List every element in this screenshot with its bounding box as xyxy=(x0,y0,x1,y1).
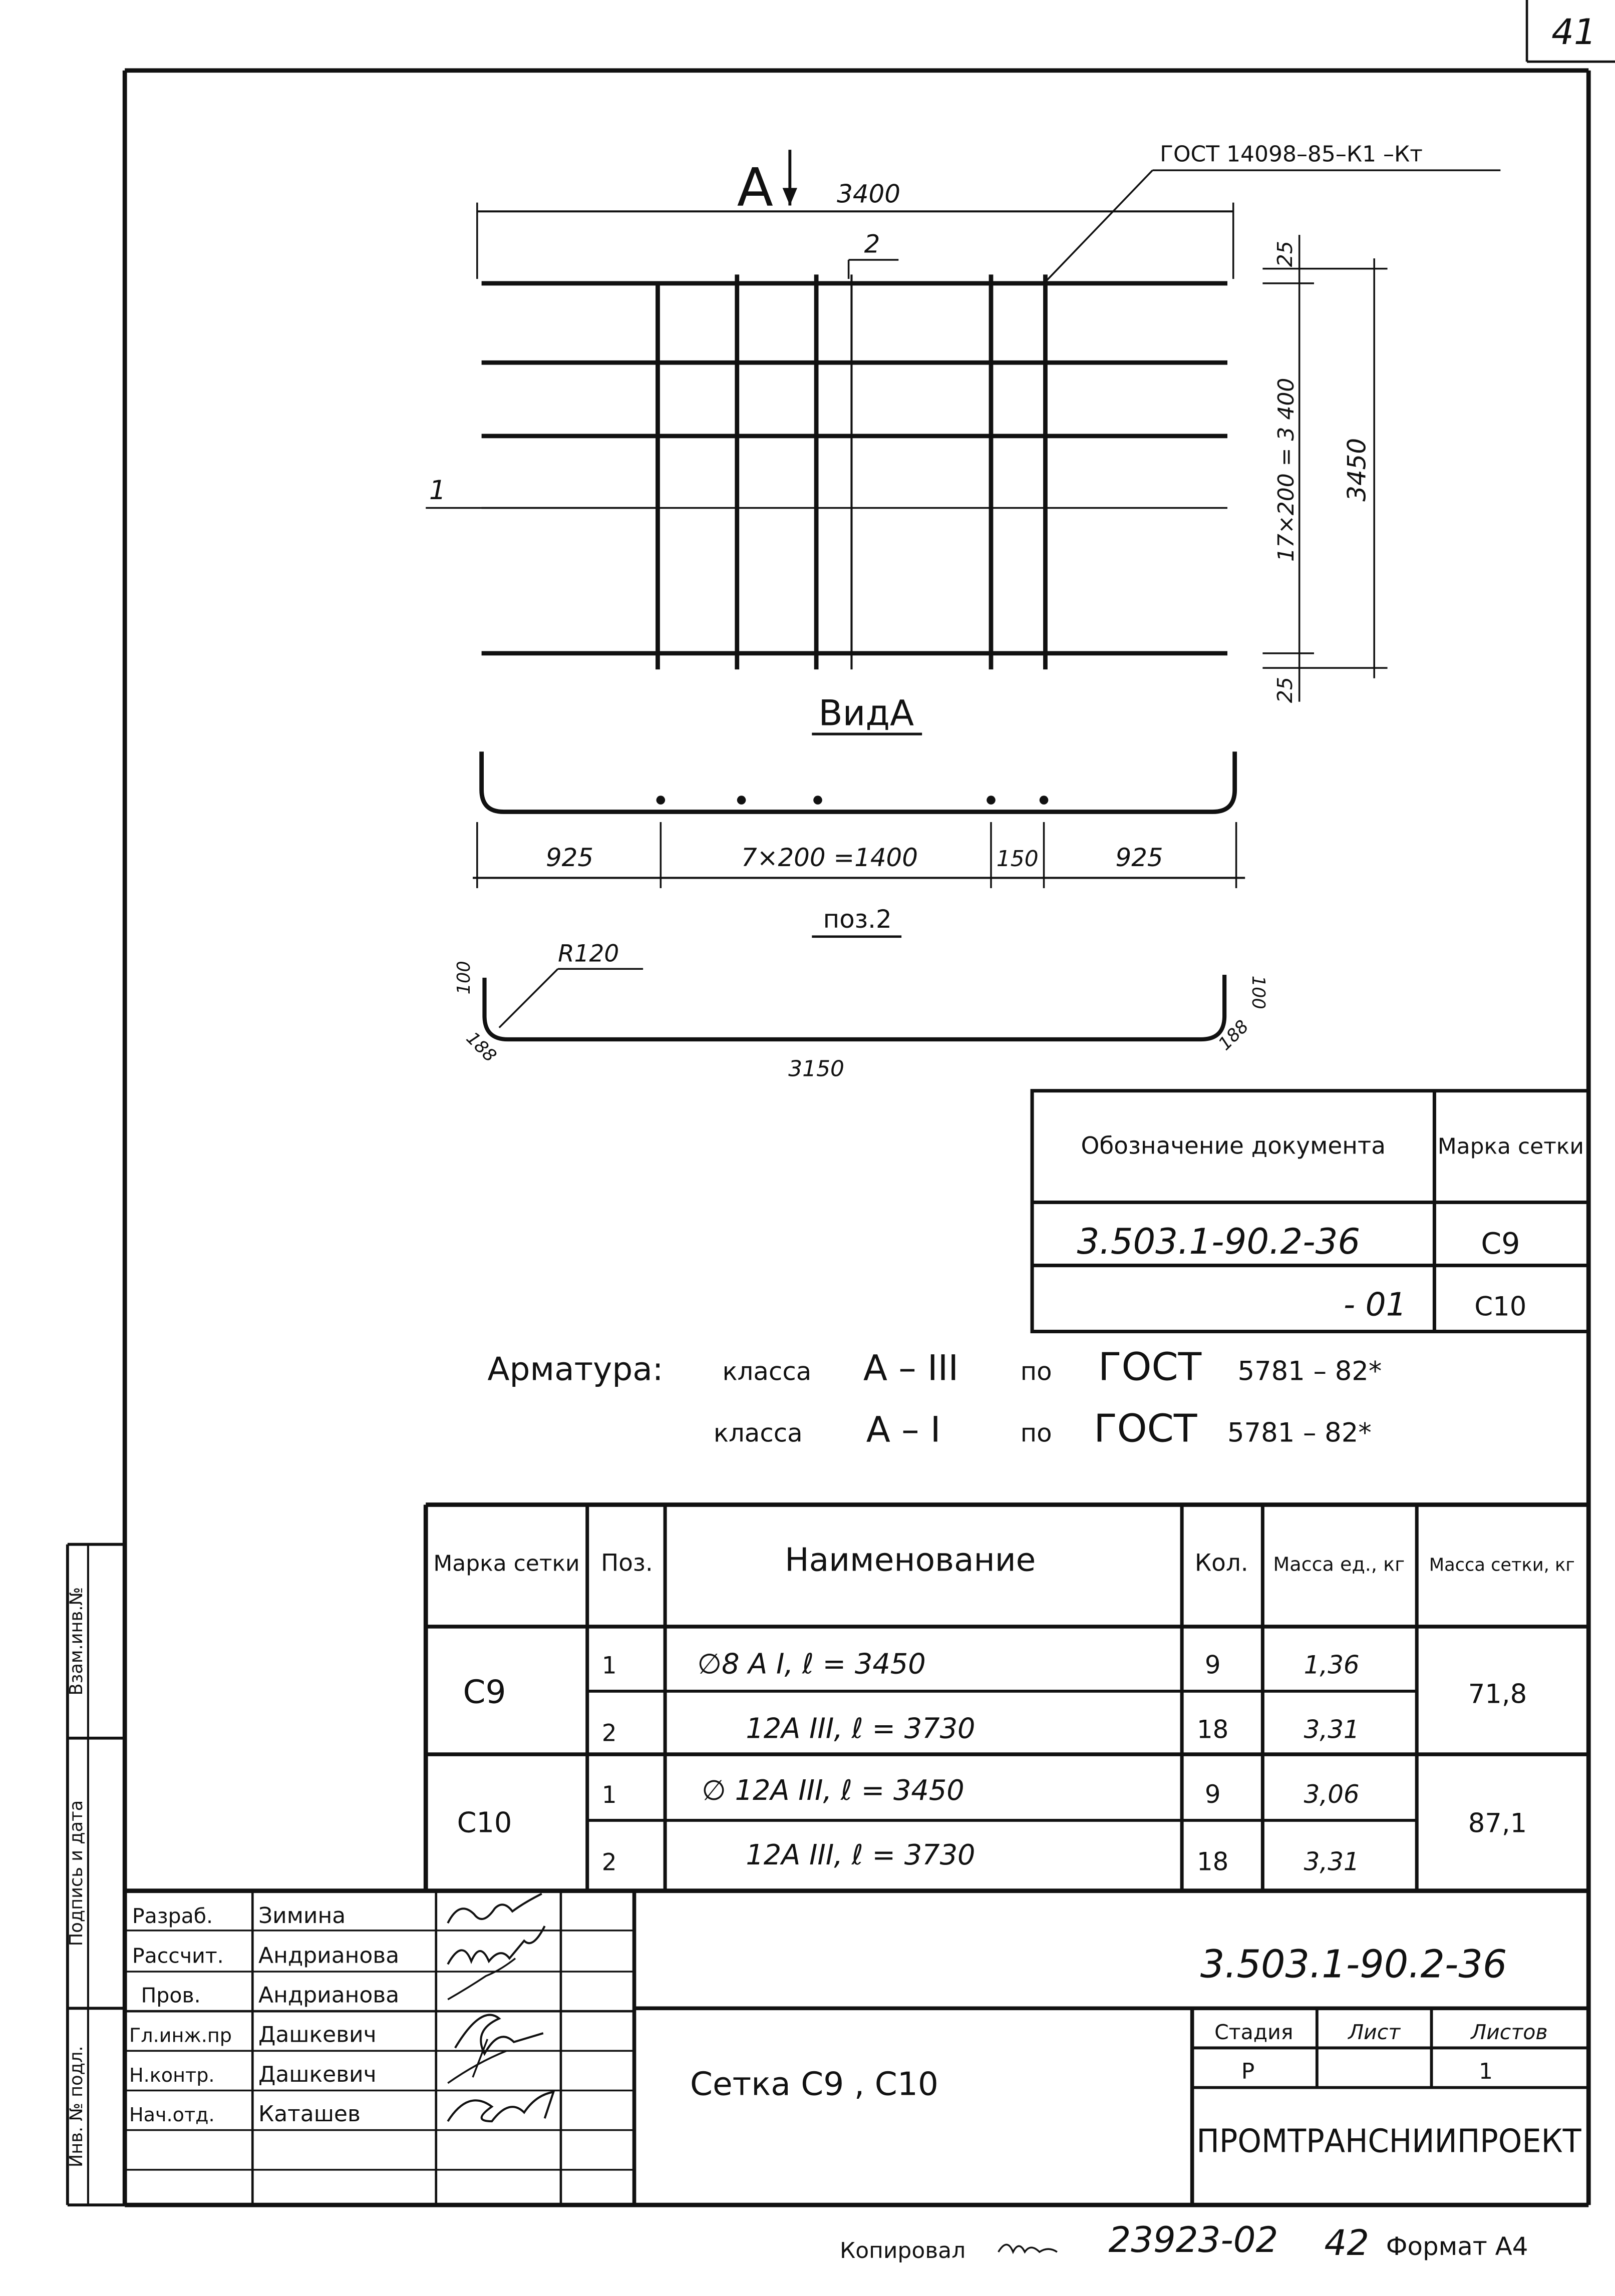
dim-bottom-edge: 25 xyxy=(1273,677,1297,703)
bent-bar-shape xyxy=(485,975,1225,1039)
spec-row-name: 12А III, ℓ = 3730 xyxy=(746,1712,976,1745)
stamp-inv-orig: Инв. № подл. xyxy=(66,2046,87,2168)
spec-row-unit-mass: 3,31 xyxy=(1304,1715,1360,1744)
spec-header-name: Наименование xyxy=(785,1541,1036,1579)
footer-order: 23923-02 xyxy=(1108,2219,1278,2261)
footer-format: Формат А4 xyxy=(1386,2231,1528,2261)
dim-top-edge: 25 xyxy=(1273,241,1297,267)
spec-table xyxy=(426,1505,1588,1891)
title-role-name: Дашкевич xyxy=(258,2022,377,2048)
spec-row-unit-mass: 1,36 xyxy=(1304,1650,1360,1680)
doc-header-mark: Марка сетки xyxy=(1437,1133,1584,1160)
bar-section-dot xyxy=(737,796,746,805)
bar-bend-right: 188 xyxy=(1214,1016,1253,1055)
copier-signature xyxy=(999,2244,1057,2252)
bar-section-dot xyxy=(1040,796,1049,805)
dim-overall-height: 3450 xyxy=(1342,438,1372,502)
title-role-name: Зимина xyxy=(258,1903,346,1929)
signature xyxy=(448,1959,515,2000)
signature xyxy=(448,1926,545,1964)
dim-view-right: 925 xyxy=(1115,843,1163,873)
armature-by: по xyxy=(1020,1418,1052,1448)
pos2-bar-detail xyxy=(454,905,1268,1081)
title-role-name: Андрианова xyxy=(258,1982,400,2008)
armature-gost: ГОСТ xyxy=(1094,1406,1197,1451)
armature-label: Арматура: xyxy=(487,1350,664,1388)
doc-table xyxy=(1032,1091,1588,1332)
bar-section-dot xyxy=(813,796,822,805)
doc-row-mark: С10 xyxy=(1474,1291,1527,1322)
title-block xyxy=(125,1891,1588,2205)
bar-leg-left: 100 xyxy=(454,961,475,995)
organization: ПРОМТРАНСНИИПРОЕКТ xyxy=(1196,2122,1582,2160)
spec-row-qty: 18 xyxy=(1196,1715,1229,1744)
spec-row-qty: 9 xyxy=(1204,1779,1221,1809)
title-role-name: Дашкевич xyxy=(258,2061,377,2087)
dim-view-left: 925 xyxy=(545,843,594,873)
sheets-header: Листов xyxy=(1471,2020,1548,2044)
bar-leg-right: 100 xyxy=(1247,975,1268,1009)
spec-row-name: 12А III, ℓ = 3730 xyxy=(746,1838,976,1871)
armature-class-word: класса xyxy=(713,1418,803,1448)
stage-header: Стадия xyxy=(1214,2020,1294,2044)
sheet-header: Лист xyxy=(1348,2020,1401,2044)
spec-row-qty: 18 xyxy=(1196,1847,1229,1876)
title-role-name: Каташев xyxy=(258,2101,361,2127)
signature xyxy=(448,1894,542,1924)
signature xyxy=(448,2092,553,2121)
armature-class: А – I xyxy=(866,1409,941,1450)
armature-by: по xyxy=(1020,1357,1052,1386)
bar-section-dot xyxy=(987,796,996,805)
armature-class-word: класса xyxy=(722,1357,812,1386)
spec-group-mesh-mass: 87,1 xyxy=(1468,1808,1527,1839)
view-arrow-label: А xyxy=(737,156,773,218)
title-role: Рассчит. xyxy=(132,1944,224,1968)
bar-radius: R120 xyxy=(558,940,619,968)
dim-view-gap: 150 xyxy=(996,846,1039,872)
spec-header-pos: Поз. xyxy=(600,1549,653,1577)
doc-header-designation: Обозначение документа xyxy=(1081,1132,1386,1160)
title-role: Разраб. xyxy=(132,1904,213,1929)
page-number-box xyxy=(1527,0,1615,62)
armature-number: 5781 – 82* xyxy=(1227,1417,1372,1448)
spec-group-mesh-mass: 71,8 xyxy=(1468,1679,1527,1710)
view-a xyxy=(473,693,1245,888)
armature-gost: ГОСТ xyxy=(1098,1344,1202,1389)
stage-value: Р xyxy=(1241,2059,1255,2085)
side-stamps xyxy=(66,1587,87,2167)
title-role: Н.контр. xyxy=(129,2064,215,2086)
spec-row-name: ∅ 12А III, ℓ = 3450 xyxy=(702,1774,964,1807)
armature-number: 5781 – 82* xyxy=(1237,1356,1382,1387)
bent-bar-section xyxy=(482,751,1235,812)
dim-spacing: 17×200 = 3 400 xyxy=(1273,377,1299,562)
spec-row-pos: 2 xyxy=(601,1848,617,1876)
gost-leader xyxy=(1045,170,1152,282)
view-arrow-head xyxy=(783,188,797,205)
footer-sheet-no: 42 xyxy=(1324,2222,1370,2263)
spec-row-unit-mass: 3,06 xyxy=(1304,1779,1360,1809)
spec-row-unit-mass: 3,31 xyxy=(1304,1847,1360,1876)
mesh-plan xyxy=(426,142,1500,703)
title-role: Пров. xyxy=(141,1983,201,2008)
spec-row-pos: 1 xyxy=(601,1652,617,1680)
spec-row-pos: 2 xyxy=(601,1719,617,1747)
spec-row-name: ∅8 А I, ℓ = 3450 xyxy=(697,1648,926,1681)
spec-row-qty: 9 xyxy=(1204,1650,1221,1680)
title-role-name: Андрианова xyxy=(258,1943,400,1969)
stamp-inv-replace: Взам.инв.№ xyxy=(66,1587,87,1696)
spec-header-unit-mass: Масса ед., кг xyxy=(1273,1553,1405,1576)
doc-row-mark: С9 xyxy=(1481,1227,1520,1261)
dim-view-middle: 7×200 =1400 xyxy=(741,843,918,873)
footer xyxy=(840,2219,1528,2263)
title-role: Нач.отд. xyxy=(129,2104,215,2126)
bar-section-dot xyxy=(657,796,666,805)
pos1-mark: 1 xyxy=(429,475,446,506)
page-number: 41 xyxy=(1551,11,1596,53)
spec-group-mark: С10 xyxy=(457,1806,512,1839)
title-document-code: 3.503.1-90.2-36 xyxy=(1200,1942,1507,1987)
view-label: ВидА xyxy=(818,692,914,734)
spec-header-mark: Марка сетки xyxy=(433,1551,580,1577)
title-role: Гл.инж.пр xyxy=(129,2024,232,2047)
sheets-value: 1 xyxy=(1479,2059,1493,2085)
bar-length: 3150 xyxy=(788,1056,845,1082)
signature xyxy=(455,2015,543,2054)
spec-row-pos: 1 xyxy=(601,1781,617,1809)
stamp-sign-date: Подпись и дата xyxy=(66,1800,87,1947)
spec-header-mesh-mass: Масса сетки, кг xyxy=(1429,1555,1575,1576)
armature-class: А – III xyxy=(863,1347,959,1389)
armature-note xyxy=(487,1344,1382,1450)
footer-copied: Копировал xyxy=(839,2237,966,2263)
dim-overall-width: 3400 xyxy=(837,179,900,209)
spec-header-qty: Кол. xyxy=(1194,1549,1248,1577)
doc-row-designation: - 01 xyxy=(1343,1286,1407,1324)
poz2-label: поз.2 xyxy=(823,905,892,934)
doc-row-designation: 3.503.1-90.2-36 xyxy=(1077,1221,1361,1263)
pos2-mark: 2 xyxy=(864,229,880,259)
title-drawing-name: Сетка С9 , С10 xyxy=(690,2065,938,2103)
spec-group-mark: С9 xyxy=(463,1673,506,1711)
gost-marker: ГОСТ 14098–85–К1 –Кт xyxy=(1160,141,1423,167)
signatures xyxy=(448,1894,553,2121)
bar-bend-left: 188 xyxy=(462,1028,501,1066)
